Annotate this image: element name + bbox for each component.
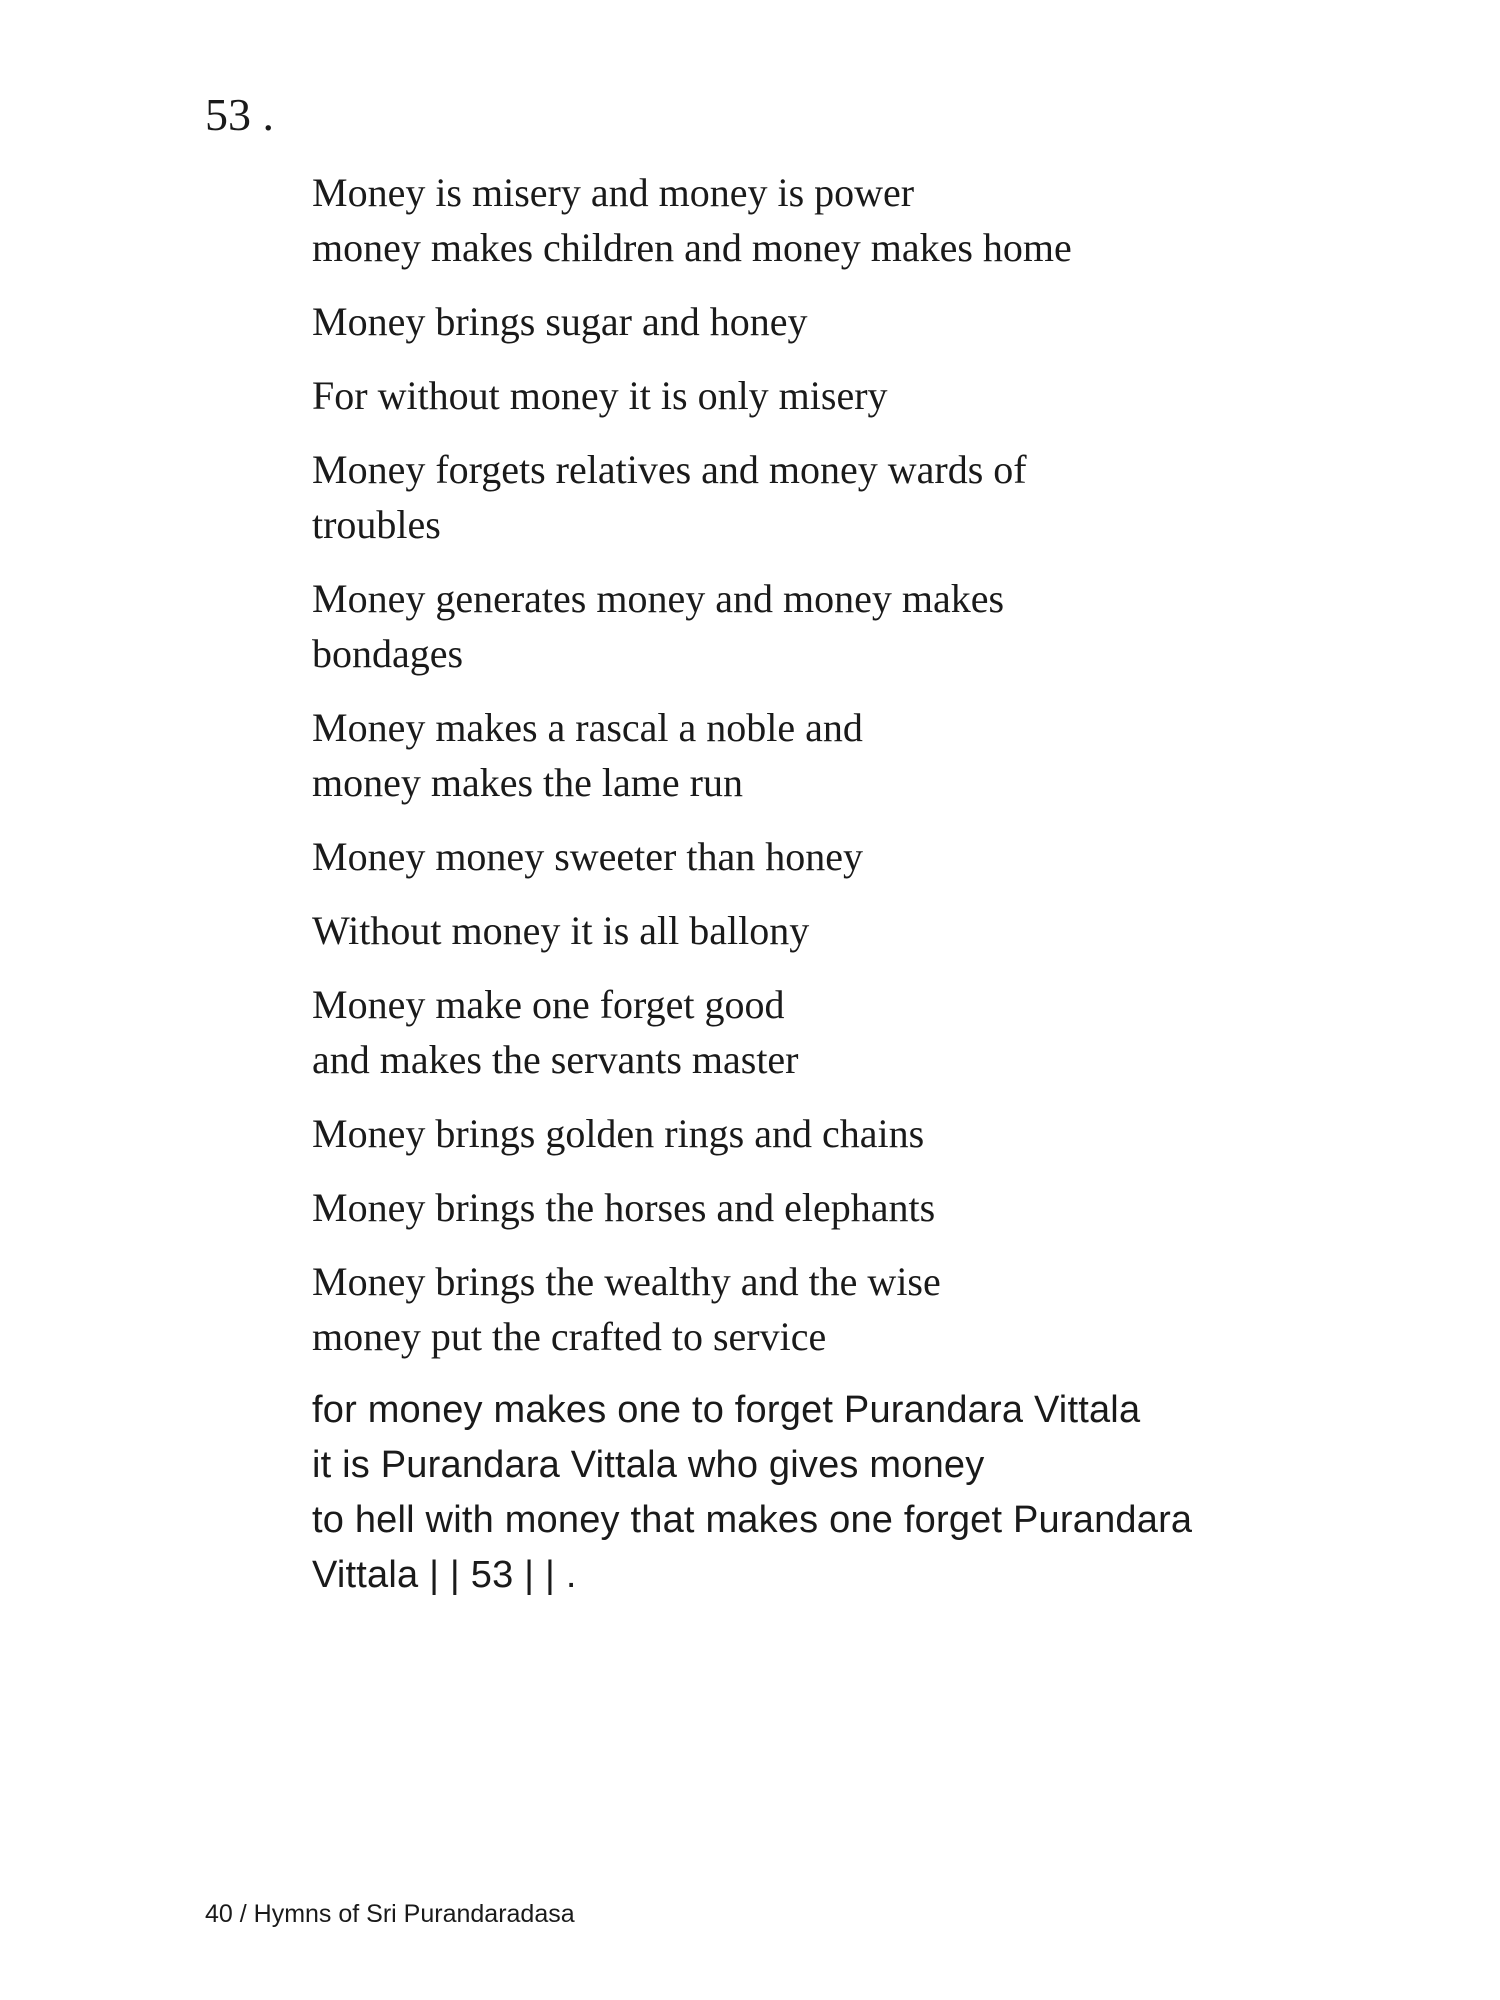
verse-line: troubles xyxy=(312,502,441,547)
stanza xyxy=(312,829,1462,884)
verse-line: Money makes a rascal a noble and xyxy=(312,705,863,750)
verse-line: and makes the servants master xyxy=(312,1037,799,1082)
stanza xyxy=(312,368,1462,423)
verse-line: Without money it is all ballony xyxy=(312,908,810,953)
hymn-body xyxy=(312,165,1462,1622)
verse-line: to hell with money that makes one forget Purandara xyxy=(312,1499,1193,1541)
stanza xyxy=(312,1383,1462,1603)
stanza xyxy=(312,1106,1462,1161)
verse-line: Money is misery and money is power xyxy=(312,170,915,215)
verse-line: bondages xyxy=(312,631,464,676)
verse-line: money makes children and money makes home xyxy=(312,225,1072,270)
stanza xyxy=(312,165,1462,275)
verse-line: money makes the lame run xyxy=(312,760,743,805)
stanza xyxy=(312,1180,1462,1235)
verse-line: Money money sweeter than honey xyxy=(312,834,863,879)
page-footer: 40 / Hymns of Sri Purandaradasa xyxy=(205,1900,575,1928)
verse-line: Money brings the wealthy and the wise xyxy=(312,1259,941,1304)
stanza xyxy=(312,977,1462,1087)
verse-line: Money brings sugar and honey xyxy=(312,299,808,344)
stanza xyxy=(312,700,1462,810)
stanza xyxy=(312,294,1462,349)
verse-line: for money makes one to forget Purandara Vittala xyxy=(312,1389,1141,1431)
verse-line: For without money it is only misery xyxy=(312,373,888,418)
stanza xyxy=(312,442,1462,552)
verse-line: Money forgets relatives and money wards of xyxy=(312,447,1027,492)
verse-line: Money brings the horses and elephants xyxy=(312,1185,936,1230)
verse-line: it is Purandara Vittala who gives money xyxy=(312,1444,985,1486)
verse-line: money put the crafted to service xyxy=(312,1314,827,1359)
verse-line: Vittala | | 53 | | . xyxy=(312,1554,577,1596)
hymn-number: 53 . xyxy=(205,89,274,140)
stanza xyxy=(312,903,1462,958)
verse-line: Money brings golden rings and chains xyxy=(312,1111,925,1156)
stanza xyxy=(312,571,1462,681)
verse-line: Money make one forget good xyxy=(312,982,785,1027)
verse-line: Money generates money and money makes xyxy=(312,576,1005,621)
stanza xyxy=(312,1254,1462,1364)
